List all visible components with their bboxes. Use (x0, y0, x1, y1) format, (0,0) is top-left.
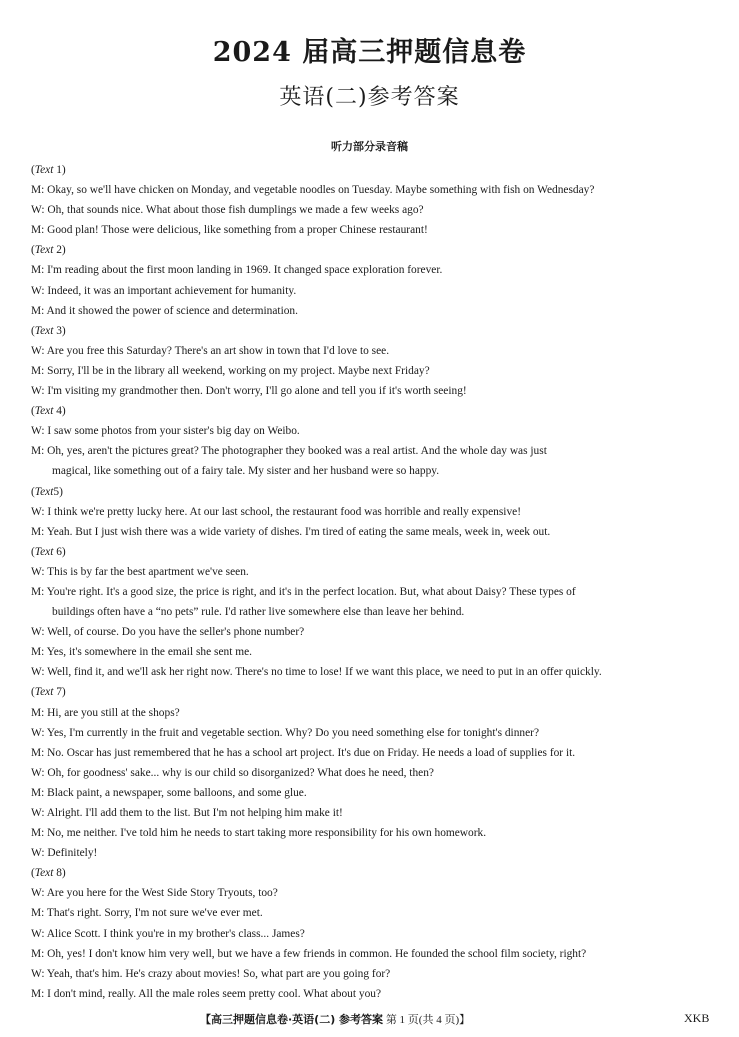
dialogue-line: M: Black paint, a newspaper, some balloons, and some glue. (31, 786, 307, 799)
dialogue-line: W: Oh, that sounds nice. What about those fish dumplings we made a few weeks ago? (31, 204, 424, 217)
text-label: (Text 3) (31, 324, 66, 337)
document-subtitle: 英语(二)参考答案 (279, 85, 460, 110)
text-label: (Text 1) (31, 164, 66, 176)
footer-code: XKB (684, 1011, 710, 1025)
dialogue-line: W: I'm visiting my grandmother then. Don't worry, I'll go alone and tell you if it's worth seeing! (31, 385, 467, 398)
dialogue-line: M: Hi, are you still at the shops? (31, 706, 180, 719)
dialogue-line: W: Yeah, that's him. He's crazy about movies! So, what part are you going for? (31, 967, 391, 980)
dialogue-line: W: Well, find it, and we'll ask her right now. There's no time to lose! If we want this place, we need to put in an offer quickly. (31, 666, 602, 679)
text-label: (Text 7) (31, 686, 66, 699)
dialogue-line: W: Yes, I'm currently in the fruit and vegetable section. Why? Do you need something else for tonight's dinner? (31, 726, 540, 739)
dialogue-line: W: Alice Scott. I think you're in my brother's class... James? (31, 927, 305, 940)
dialogue-line: W: Well, of course. Do you have the seller's phone number? (31, 626, 305, 639)
dialogue-line: M: That's right. Sorry, I'm not sure we've ever met. (31, 907, 263, 920)
dialogue-line: M: Okay, so we'll have chicken on Monday, and vegetable noodles on Tuesday. Maybe something with fish on Wednesday? (31, 184, 595, 197)
dialogue-line: M: Yes, it's somewhere in the email she sent me. (31, 646, 252, 659)
section-heading: 听力部分录音稿 (331, 140, 408, 153)
dialogue-line: W: Indeed, it was an important achievement for humanity. (31, 284, 297, 297)
dialogue-line: W: I think we're pretty lucky here. At our last school, the restaurant food was horrible and really expensive! (31, 505, 522, 518)
dialogue-continuation: buildings often have a “no pets” rule. I'd rather live somewhere else than leave her behind. (52, 606, 465, 619)
dialogue-line: M: I don't mind, really. All the male roles seem pretty cool. What about you? (31, 987, 382, 1000)
dialogue-line: M: Sorry, I'll be in the library all weekend, working on my project. Maybe next Friday? (31, 364, 430, 377)
text-label: (Text 4) (31, 405, 66, 418)
dialogue-line: M: And it showed the power of science and determination. (31, 304, 298, 317)
dialogue-line: W: Are you free this Saturday? There's an art show in town that I'd love to see. (31, 344, 390, 357)
document-title: 2024 届高三押题信息卷 (212, 37, 527, 68)
dialogue-line: W: I saw some photos from your sister's big day on Weibo. (31, 425, 300, 438)
dialogue-line: M: Yeah. But I just wish there was a wide variety of dishes. I'm tired of eating the same meals, week in, week out. (31, 525, 551, 538)
footer-page-number: 第 1 页(共 4 页)】 (383, 1014, 471, 1026)
text-label: (Text 2) (31, 244, 66, 257)
text-label: (Text5) (31, 485, 63, 498)
dialogue-line: M: Oh, yes! I don't know him very well, but we have a few friends in common. He founded the school film society, right? (31, 947, 587, 960)
footer-doc-name: 【高三押题信息卷·英语(二) 参考答案 (200, 1013, 384, 1026)
text-label: (Text 8) (31, 867, 66, 880)
dialogue-line: W: Are you here for the West Side Story Tryouts, too? (31, 887, 278, 900)
dialogue-line: W: Alright. I'll add them to the list. But I'm not helping him make it! (31, 807, 343, 819)
dialogue-line: M: You're right. It's a good size, the price is right, and it's in the perfect location. But, what about Daisy? These types of (31, 585, 576, 598)
dialogue-continuation: magical, like something out of a fairy tale. My sister and her husband were so happy. (52, 465, 440, 478)
dialogue-line: W: Definitely! (31, 847, 98, 860)
dialogue-line: M: No, me neither. I've told him he needs to start taking more responsibility for his own homework. (31, 827, 487, 840)
dialogue-line: W: This is by far the best apartment we've seen. (31, 565, 249, 578)
dialogue-line: M: Oh, yes, aren't the pictures great? The photographer they booked was a real artist. And the whole day was just (31, 445, 547, 458)
dialogue-line: M: Good plan! Those were delicious, like something from a proper Chinese restaurant! (31, 224, 428, 237)
dialogue-line: M: No. Oscar has just remembered that he has a school art project. It's due on Friday. He needs a load of supplies for it. (31, 746, 576, 759)
footer-title (200, 1011, 470, 1027)
dialogue-line: W: Oh, for goodness' sake... why is our child so disorganized? What does he need, then? (31, 766, 434, 779)
transcript-body (31, 160, 713, 1004)
dialogue-line: M: I'm reading about the first moon landing in 1969. It changed space exploration forever. (31, 264, 443, 277)
text-label: (Text 6) (31, 545, 66, 558)
